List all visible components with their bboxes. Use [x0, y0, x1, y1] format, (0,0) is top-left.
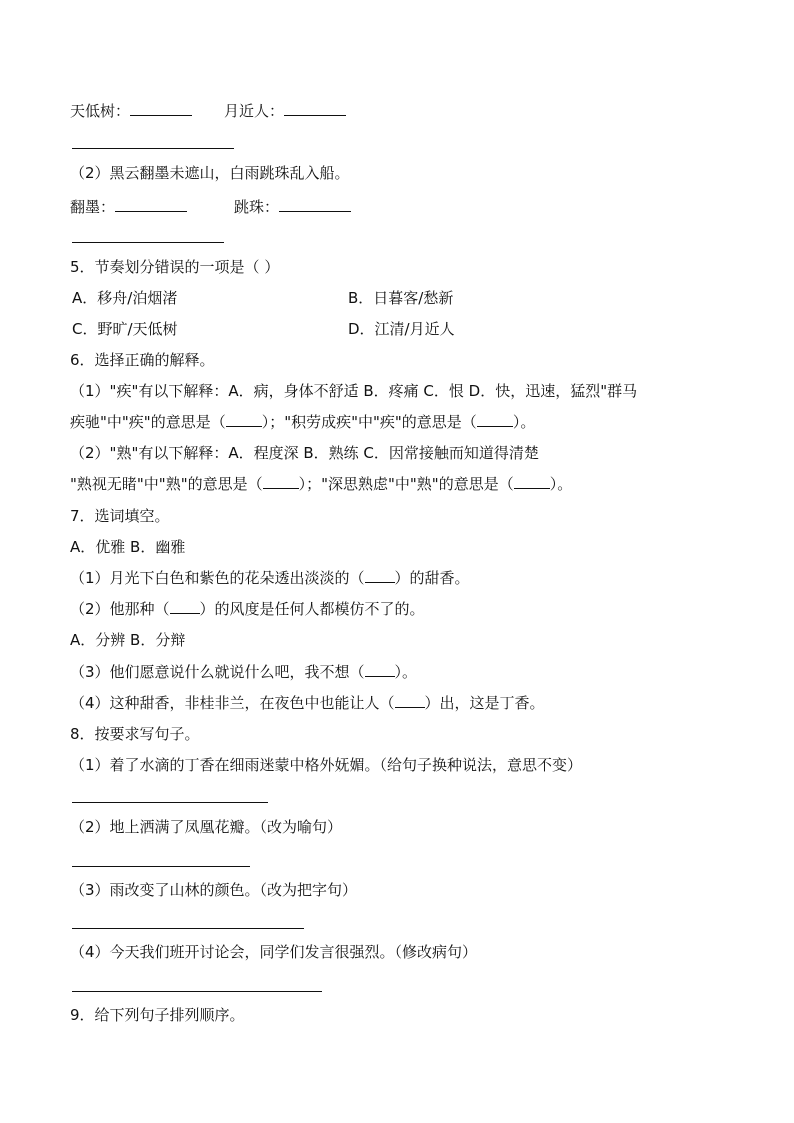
- q7-1-text-b: ）的甜香。: [394, 569, 470, 587]
- answer-blank[interactable]: [477, 412, 513, 427]
- answer-line[interactable]: [72, 802, 268, 803]
- question-8-4: （4）今天我们班开讨论会，同学们发言很强烈。（修改病句）: [70, 943, 478, 961]
- question-7-options-2: A．分辨 B．分辩: [70, 631, 186, 649]
- line-poem-blanks-1: [70, 101, 346, 121]
- question-5: 5．节奏划分错误的一项是（ ）: [70, 258, 280, 276]
- question-6: 6．选择正确的解释。: [70, 351, 215, 369]
- question-7-4: [70, 693, 545, 713]
- answer-blank[interactable]: [130, 101, 192, 116]
- q7-2-text-b: ）的风度是任何人都模仿不了的。: [199, 600, 425, 618]
- label-tian-di-shu: 天低树：: [70, 102, 131, 120]
- label-fan-mo: 翻墨：: [70, 198, 116, 216]
- q7-3-text-b: ）。: [394, 663, 418, 681]
- question-8-3: （3）雨改变了山林的颜色。（改为把字句）: [70, 881, 358, 899]
- answer-blank[interactable]: [226, 412, 262, 427]
- question-8-2: （2）地上洒满了凤凰花瓣。（改为喻句）: [70, 818, 343, 836]
- answer-blank[interactable]: [115, 197, 187, 212]
- q7-2-text-a: （2）他那种（: [70, 600, 170, 618]
- answer-blank[interactable]: [279, 197, 351, 212]
- q6-2-text-b: ）；"深思熟虑"中"熟"的意思是（: [298, 475, 514, 493]
- q7-4-text-a: （4）这种甜香，非桂非兰，在夜色中也能让人（: [70, 694, 395, 712]
- q6-1-text-c: ）。: [512, 413, 536, 431]
- answer-blank[interactable]: [284, 101, 346, 116]
- answer-blank[interactable]: [365, 662, 395, 677]
- question-8-1: （1）着了水滴的丁香在细雨迷蒙中格外妩媚。（给句子换种说法，意思不变）: [70, 756, 583, 774]
- q6-1-text-a: 疾驰"中"疾"的意思是（: [70, 413, 226, 431]
- label-tiao-zhu: 跳珠：: [234, 198, 280, 216]
- option-5a[interactable]: A．移舟/泊烟渚: [72, 289, 178, 307]
- question-9: 9．给下列句子排列顺序。: [70, 1006, 245, 1024]
- q7-3-text-a: （3）他们愿意说什么就说什么吧，我不想（: [70, 663, 365, 681]
- label-yue-jin-ren: 月近人：: [224, 102, 285, 120]
- answer-blank[interactable]: [514, 474, 550, 489]
- question-6-1-blanks: [70, 412, 535, 432]
- answer-line[interactable]: [72, 866, 250, 867]
- answer-line[interactable]: [72, 148, 234, 149]
- q7-1-text-a: （1）月光下白色和紫色的花朵透出淡淡的（: [70, 569, 365, 587]
- answer-blank[interactable]: [395, 693, 425, 708]
- q6-1-text-b: ）；"积劳成疾"中"疾"的意思是（: [261, 413, 477, 431]
- q7-4-text-b: ）出，这是丁香。: [424, 694, 545, 712]
- answer-line[interactable]: [72, 928, 304, 929]
- answer-line[interactable]: [72, 991, 322, 992]
- answer-line[interactable]: [72, 242, 224, 243]
- question-6-2-blanks: [70, 474, 572, 494]
- question-6-1-definitions: （1）"疾"有以下解释：A．病，身体不舒适 B．疼痛 C．恨 D．快，迅速，猛烈"群马: [70, 382, 638, 400]
- question-7-options-1: A．优雅 B．幽雅: [70, 538, 186, 556]
- question-8: 8．按要求写句子。: [70, 725, 200, 743]
- option-5d[interactable]: D．江清/月近人: [348, 320, 455, 338]
- option-5b[interactable]: B．日暮客/愁新: [348, 289, 454, 307]
- q6-2-text-a: "熟视无睹"中"熟"的意思是（: [70, 475, 263, 493]
- question-7-1: [70, 568, 470, 588]
- option-5c[interactable]: C．野旷/天低树: [72, 320, 178, 338]
- answer-blank[interactable]: [263, 474, 299, 489]
- question-7-2: [70, 599, 425, 619]
- line-poem-blanks-2: [70, 197, 351, 217]
- question-4-2: （2）黑云翻墨未遮山，白雨跳珠乱入船。: [70, 164, 350, 182]
- q6-2-text-c: ）。: [549, 475, 573, 493]
- question-7-3: [70, 662, 417, 682]
- question-7: 7．选词填空。: [70, 507, 170, 525]
- answer-blank[interactable]: [365, 568, 395, 583]
- answer-blank[interactable]: [170, 599, 200, 614]
- question-6-2-definitions: （2）"熟"有以下解释：A．程度深 B．熟练 C．因常接触而知道得清楚: [70, 444, 539, 462]
